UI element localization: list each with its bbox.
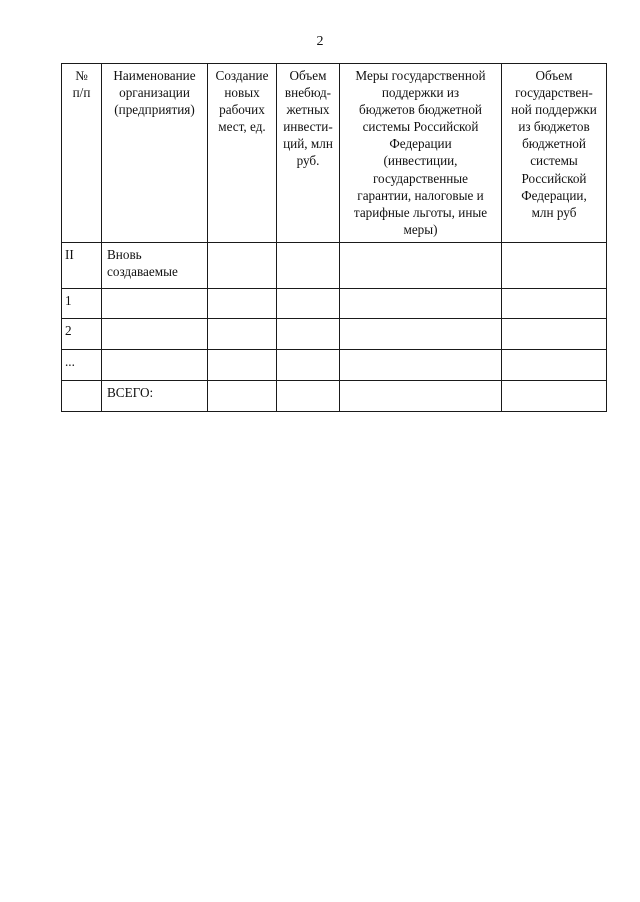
- cell-support-measures: [340, 288, 502, 318]
- cell-extrabudgetary-investments: [277, 380, 340, 411]
- table-row: [62, 349, 607, 380]
- cell-new-jobs: [208, 242, 277, 288]
- cell-support-measures: [340, 242, 502, 288]
- header-support-volume: [502, 64, 607, 243]
- table-row-total: [62, 380, 607, 411]
- cell-extrabudgetary-investments: [277, 349, 340, 380]
- cell-support-volume: [502, 318, 607, 349]
- header-number-label: № п/п: [72, 68, 91, 101]
- header-organization-name-label: Наименование организации (предприятия): [113, 68, 196, 118]
- header-organization-name: [102, 64, 208, 243]
- cell-organization-name: [102, 288, 208, 318]
- cell-new-jobs: [208, 380, 277, 411]
- cell-organization-name: ВСЕГО:: [102, 380, 208, 411]
- page-number: 2: [316, 34, 324, 49]
- table-row: [62, 288, 607, 318]
- header-row: [62, 64, 607, 243]
- cell-number: [62, 380, 102, 411]
- cell-support-measures: [340, 380, 502, 411]
- table-row: [62, 318, 607, 349]
- table-row: [62, 242, 607, 288]
- cell-support-measures: [340, 318, 502, 349]
- cell-number: ...: [62, 349, 102, 380]
- header-extrabudgetary-investments-label: Объем внебюд- жетных инвести- ций, млн руб.: [283, 68, 333, 169]
- cell-support-measures: [340, 349, 502, 380]
- header-support-measures-label: Меры государственной поддержки из бюджетов бюджетной системы Российской Федерации (инвестиции, государственные гарантии, налоговые и тарифные льготы, иные меры): [353, 68, 488, 237]
- cell-support-volume: [502, 288, 607, 318]
- cell-new-jobs: [208, 318, 277, 349]
- cell-extrabudgetary-investments: [277, 242, 340, 288]
- support-measures-table: [61, 63, 607, 412]
- header-number: [62, 64, 102, 243]
- cell-new-jobs: [208, 349, 277, 380]
- header-support-measures: [340, 64, 502, 243]
- cell-number: 1: [62, 288, 102, 318]
- cell-organization-name: [102, 318, 208, 349]
- header-new-jobs-label: Создание новых рабочих мест, ед.: [215, 68, 269, 135]
- cell-support-volume: [502, 242, 607, 288]
- cell-organization-name: [102, 349, 208, 380]
- cell-extrabudgetary-investments: [277, 318, 340, 349]
- cell-support-volume: [502, 380, 607, 411]
- header-support-volume-label: Объем государствен- ной поддержки из бюджетов бюджетной системы Российской Федерации, млн руб: [511, 68, 597, 220]
- table-header: [62, 64, 607, 243]
- header-new-jobs: [208, 64, 277, 243]
- cell-number: II: [62, 242, 102, 288]
- cell-support-volume: [502, 349, 607, 380]
- cell-number: 2: [62, 318, 102, 349]
- table-body: [62, 242, 607, 411]
- cell-organization-name: Вновь создаваемые: [102, 242, 208, 288]
- cell-extrabudgetary-investments: [277, 288, 340, 318]
- header-extrabudgetary-investments: [277, 64, 340, 243]
- cell-new-jobs: [208, 288, 277, 318]
